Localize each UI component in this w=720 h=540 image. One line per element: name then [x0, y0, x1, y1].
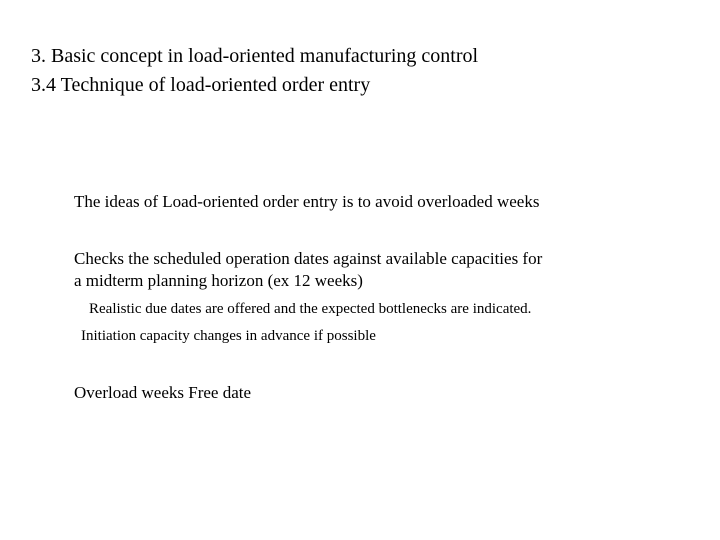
title-line-1: 3. Basic concept in load-oriented manufacturing control [31, 45, 479, 67]
sub-point-realistic-due-dates: Realistic due dates are offered and the expected bottlenecks are indicated. [89, 301, 532, 317]
paragraph-ideas: The ideas of Load-oriented order entry is to avoid overloaded weeks [74, 192, 540, 211]
slide-title [31, 42, 478, 100]
paragraph-checks [74, 248, 542, 292]
sub-point-capacity-changes: Initiation capacity changes in advance if possible [81, 328, 376, 344]
paragraph-overload-weeks: Overload weeks Free date [74, 383, 252, 402]
title-line-2: 3.4 Technique of load-oriented order entry [31, 74, 371, 96]
paragraph-checks-line-1: Checks the scheduled operation dates against available capacities for [74, 249, 543, 268]
paragraph-checks-line-2: a midterm planning horizon (ex 12 weeks) [74, 271, 363, 290]
